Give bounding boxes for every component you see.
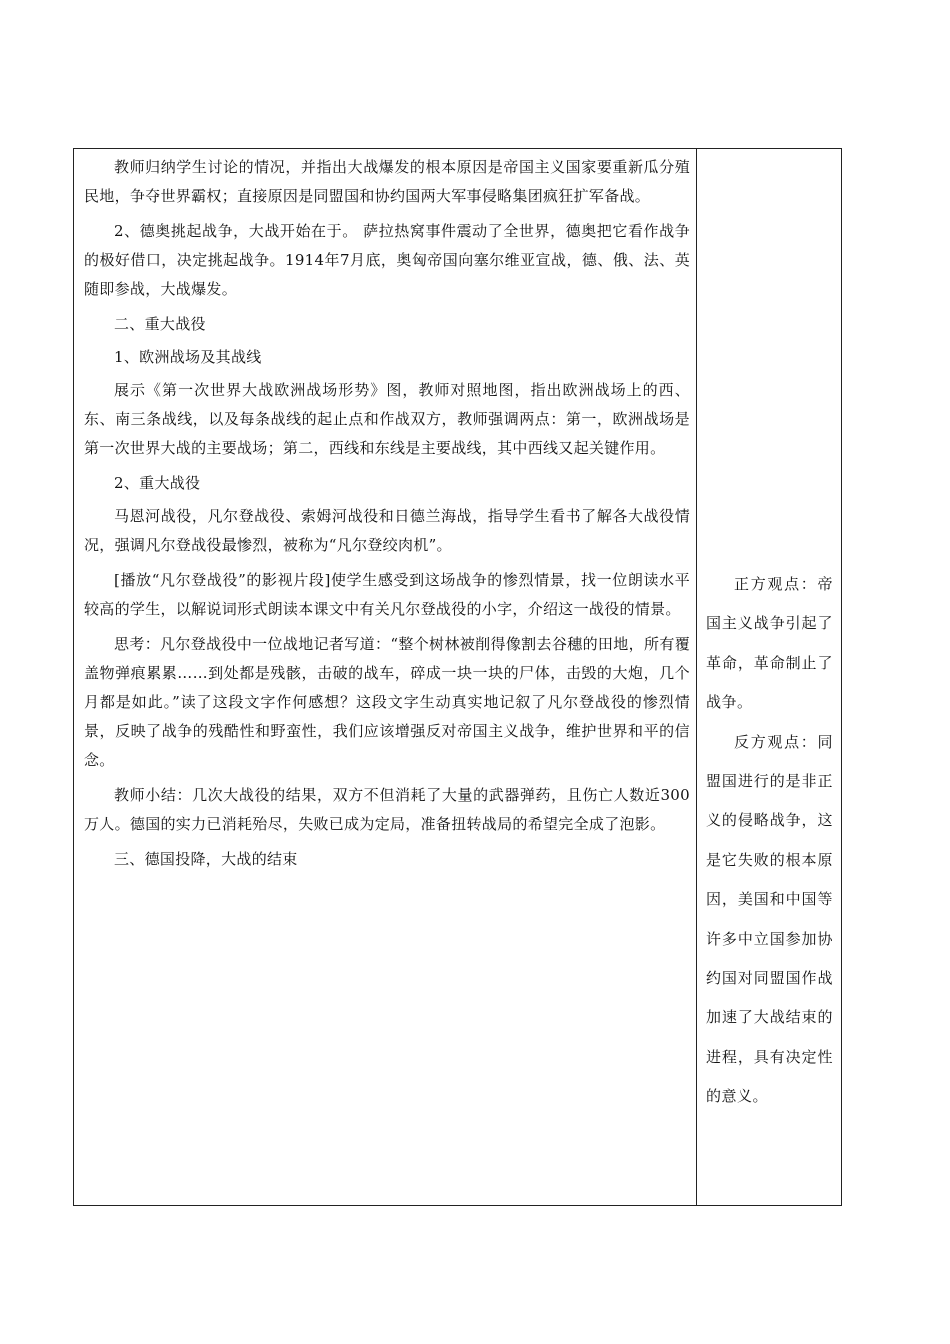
debate-notes-cell xyxy=(697,149,841,1205)
heading-germany-surrender: 三、德国投降，大战的结束 xyxy=(114,850,298,868)
subheading-european-front: 1、欧洲战场及其战线 xyxy=(114,348,262,366)
con-viewpoint: 反方观点：同盟国进行的是非正义的侵略战争，这是它失败的根本原因，美国和中国等许多中立国参加协约国对同盟国作战加速了大战结束的进程，具有决定性的意义。 xyxy=(706,732,833,1106)
paragraph-war-causes: 教师归纳学生讨论的情况，并指出大战爆发的根本原因是帝国主义国家要重新瓜分殖民地，争夺世界霸权；直接原因是同盟国和协约国两大军事侵略集团疯狂扩军备战。 xyxy=(84,158,690,205)
lesson-table xyxy=(73,148,842,1206)
teaching-process-cell xyxy=(74,149,697,1205)
paragraph-video-clip: [播放“凡尔登战役”的影视片段]使学生感受到这场战争的惨烈情景，找一位朗读水平较高的学生，以解说词形式朗读本课文中有关凡尔登战役的小字，介绍这一战役的情景。 xyxy=(84,571,690,618)
heading-major-battles: 二、重大战役 xyxy=(114,315,206,333)
paragraph-war-outbreak: 2、德奥挑起战争，大战开始在于。 萨拉热窝事件震动了全世界，德奥把它看作战争的极好借口，决定挑起战争。1914年7月底，奥匈帝国向塞尔维亚宣战，德、俄、法、英随即参战，大战爆发。 xyxy=(84,222,690,298)
pro-viewpoint: 正方观点：帝国主义战争引起了革命，革命制止了战争。 xyxy=(706,575,833,712)
paragraph-teacher-summary: 教师小结：几次大战役的结果，双方不但消耗了大量的武器弹药，且伤亡人数近300万人。德国的实力已消耗殆尽，失败已成为定局，准备扭转战局的希望完全成了泡影。 xyxy=(84,786,690,833)
paragraph-reflection: 思考：凡尔登战役中一位战地记者写道：“整个树林被削得像割去谷穗的田地，所有覆盖物弹痕累累……到处都是残骸，击破的战车，碎成一块一块的尸体，击毁的大炮，几个月都是如此。”读了这段文字作何感想？这段文字生动真实地记叙了凡尔登战役的惨烈情景，反映了战争的残酷性和野蛮性，我们应该增强反对帝国主义战争，维护世界和平的信念。 xyxy=(84,635,690,769)
subheading-battles: 2、重大战役 xyxy=(114,474,201,492)
paragraph-front-lines: 展示《第一次世界大战欧洲战场形势》图，教师对照地图，指出欧洲战场上的西、东、南三条战线，以及每条战线的起止点和作战双方，教师强调两点：第一，欧洲战场是第一次世界大战的主要战场；第二，西线和东线是主要战线，其中西线又起关键作用。 xyxy=(84,381,690,457)
paragraph-battles-list: 马恩河战役，凡尔登战役、索姆河战役和日德兰海战，指导学生看书了解各大战役情况，强调凡尔登战役最惨烈，被称为“凡尔登绞肉机”。 xyxy=(84,507,690,554)
